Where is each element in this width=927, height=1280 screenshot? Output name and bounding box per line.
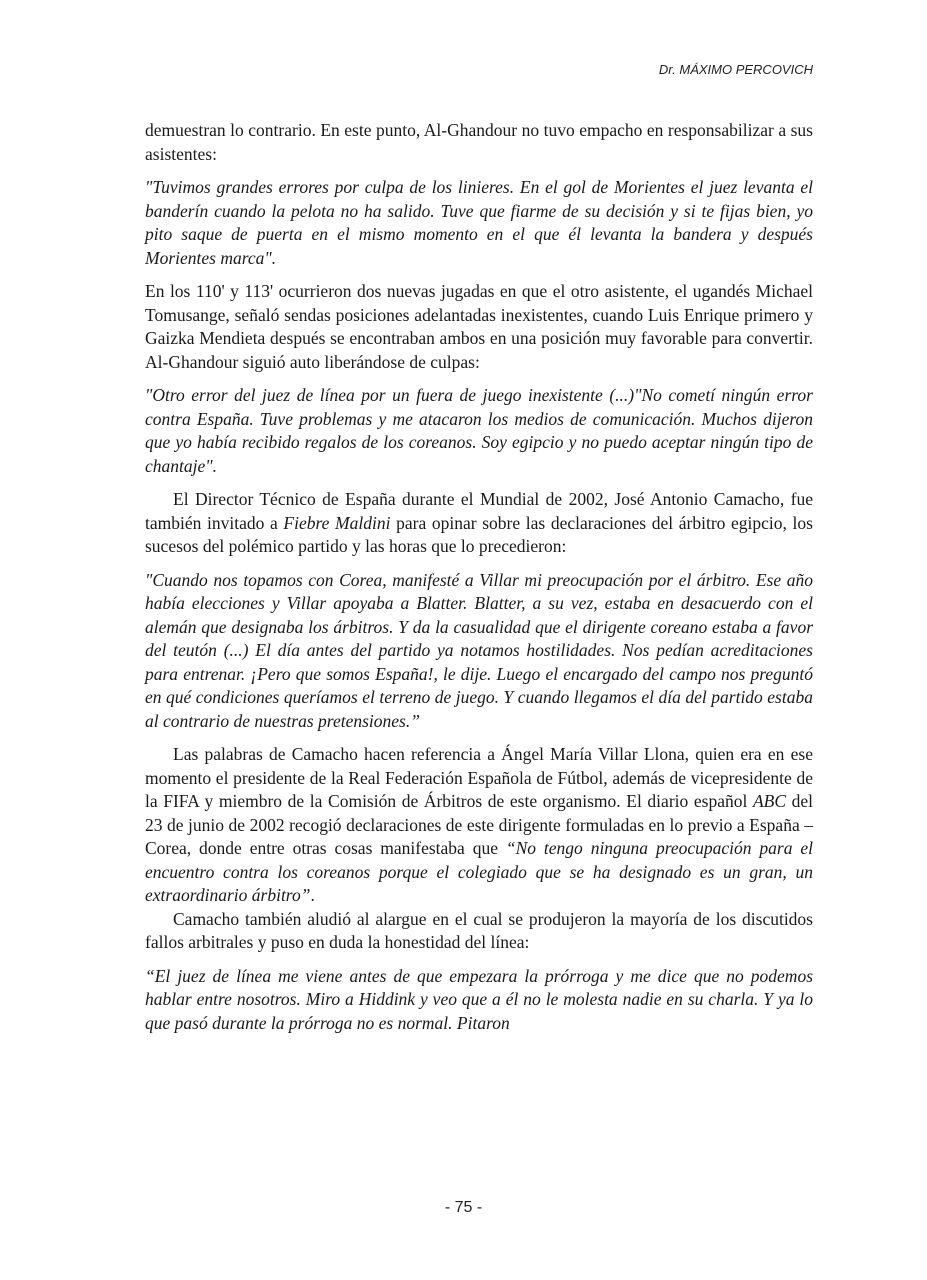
quote: "Cuando nos topamos con Corea, manifesté a Villar mi preocupación por el árbitro. Ese año había elecciones y Villar apoyaba a Blatter. Blatter, a su vez, estaba en desacuerdo con el alemán que designaba los árbitros. Y da la casualidad que el dirigente coreano estaba a favor del teutón (...) El día antes del partido ya notamos hostilidades. Nos pedían acreditaciones para entrenar. ¡Pero que somos España!, le dije. Luego el encargado del campo nos preguntó en qué condiciones queríamos el terreno de juego. Y cuando llegamos el día del partido estaba al contrario de nuestras pretensiones.” — [145, 569, 813, 731]
paragraph: demuestran lo contrario. En este punto, Al-Ghandour no tuvo empacho en responsabilizar a sus asistentes: — [145, 120, 813, 164]
quote: "Otro error del juez de línea por un fuera de juego inexistente (...)"No cometí ningún error contra España. Tuve problemas y me atacaron los medios de comunicación. Muchos dijeron que yo había recibido regalos de los coreanos. Soy egipcio y no puedo aceptar ningún tipo de chantaje". — [145, 385, 813, 476]
text-run: Las palabras de Camacho hacen referencia a Ángel María Villar Llona, quien era en ese momento el presidente de la Real Federación Española de Fútbol, además de vicepresidente de la FIFA y miembro de la Comisión de Árbitros de este organismo. El diario español — [145, 744, 813, 811]
text-run: . — [310, 885, 315, 905]
quote: "Tuvimos grandes errores por culpa de los linieres. En el gol de Morientes el juez levanta el banderín cuando la pelota no ha salido. Tuve que fiarme de su decisión y si te fijas bien, yo pito saque de puerta en el mismo momento en el que él levanta la bandera y después Morientes marca". — [145, 177, 813, 268]
inline-quote: “No tengo ninguna preocupación para el encuentro contra los coreanos porque el colegiado que se ha designado es un gran, un extraordinario árbitro” — [145, 838, 813, 905]
quote: “El juez de línea me viene antes de que empezara la prórroga y me dice que no podemos hablar entre nosotros. Miro a Hiddink y veo que a él no le molesta nadie en su charla. Y ya lo que pasó durante la prórroga no es normal. Pitaron — [145, 965, 813, 1033]
page-body — [145, 119, 813, 1045]
paragraph — [145, 743, 813, 908]
text-run: El Director Técnico de España durante el Mundial de 2002, José Antonio Camacho, fue también invitado a — [145, 489, 813, 533]
page-number: - 75 - — [444, 1199, 483, 1216]
newspaper-title: ABC — [752, 791, 786, 811]
paragraph: Camacho también aludió al alargue en el cual se produjeron la mayoría de los discutidos fallos arbitrales y puso en duda la honestidad del línea: — [145, 908, 813, 952]
text-run: del 23 de junio de 2002 recogió declaraciones de este dirigente formuladas en lo previo a España – Corea, donde entre otras cosas manifestaba que — [145, 791, 813, 858]
paragraph — [145, 488, 813, 559]
program-title: Fiebre Maldini — [283, 512, 391, 533]
text-run: para opinar sobre las declaraciones del árbitro egipcio, los sucesos del polémico partido y las horas que lo precedieron: — [145, 512, 813, 556]
running-header: Dr. MÁXIMO PERCOVICH — [658, 62, 813, 77]
paragraph: En los 110' y 113' ocurrieron dos nuevas jugadas en que el otro asistente, el ugandés Michael Tomusange, señaló sendas posiciones adelantadas inexistentes, cuando Luis Enrique primero y Gaizka Mendieta después se encontraban ambos en una posición muy favorable para convertir. Al-Ghandour siguió auto liberándose de culpas: — [145, 281, 813, 372]
